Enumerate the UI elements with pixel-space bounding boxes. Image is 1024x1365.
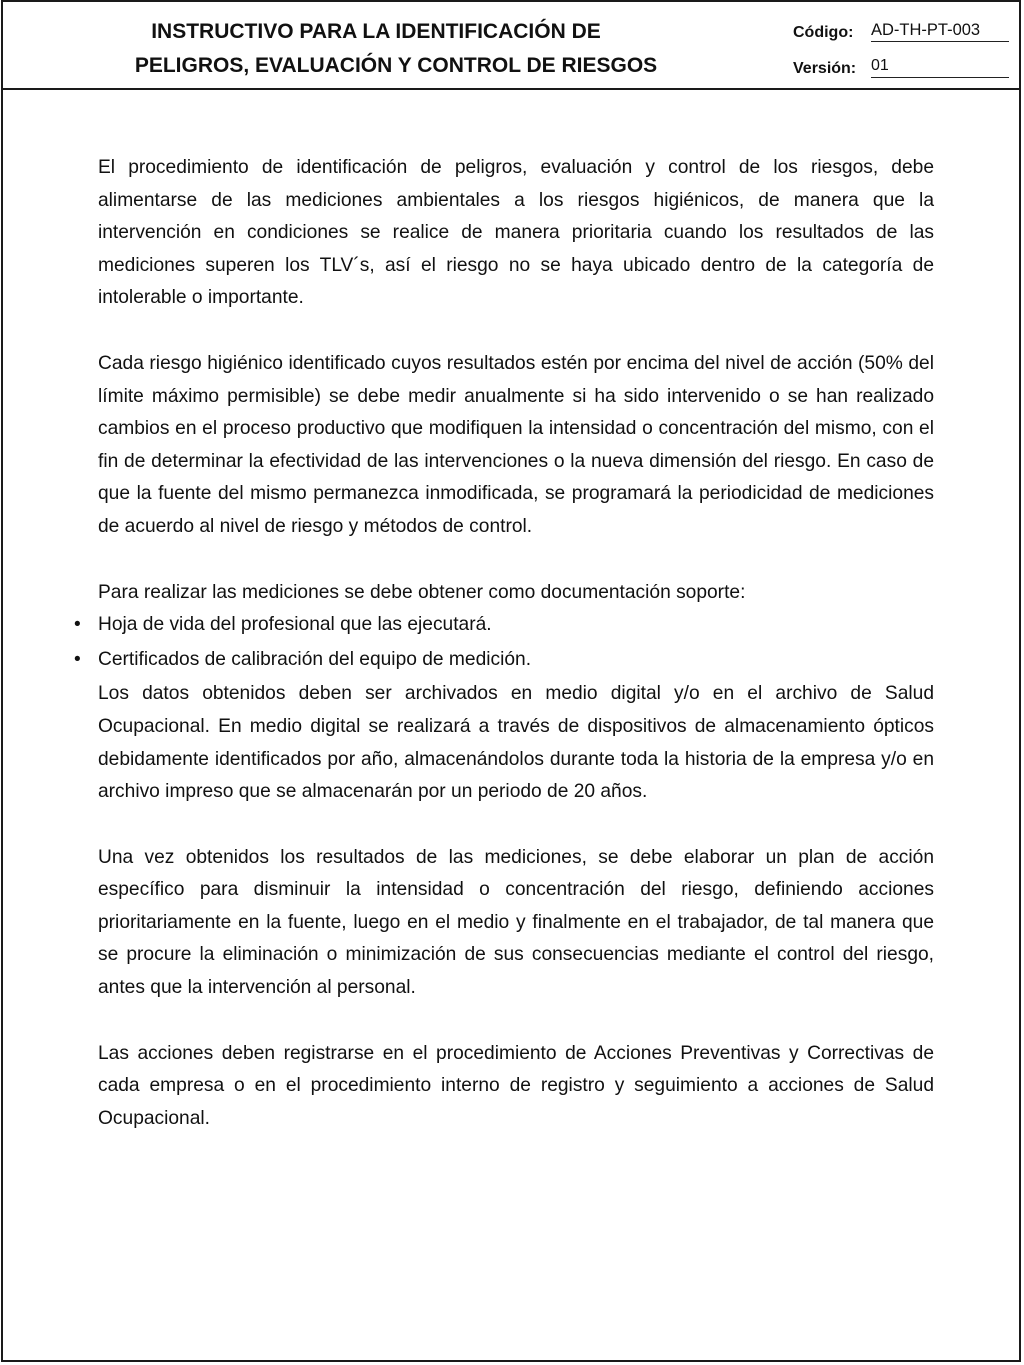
paragraph-1: El procedimiento de identificación de peligros, evaluación y control de los riesgos, debe alimentarse de las mediciones ambientales a los riesgos higiénicos, de manera que la intervención en condiciones se realice de manera prioritaria cuando los resultados de las mediciones superen los TLV´s, así el riesgo no se haya ubicado dentro de la categoría de intolerable o importante. [98,157,934,309]
paragraph-5: Una vez obtenidos los resultados de las mediciones, se debe elaborar un plan de acción específico para disminuir la intensidad o concentración del riesgo, definiendo acciones prioritariamente en la fuente, luego en el medio y finalmente en el trabajador, de tal manera que se procure la eliminación o minimización de sus consecuencias mediante el control del riesgo, antes que la intervención al personal. [98,846,934,999]
version-row [789,50,1019,80]
version-value: 01 [871,56,1009,78]
list-item [74,609,934,644]
list-item-text: Certificados de calibración del equipo de medición. [98,648,532,670]
document-page [1,0,1021,1362]
paragraph-2: Cada riesgo higiénico identificado cuyos resultados estén por encima del nivel de acción (50% del límite máximo permisible) se debe medir anualmente si ha sido intervenido o se han realizado cambios en el proceso productivo que modifiquen la intensidad o concentración del mismo, con el fin de determinar la efectividad de las intervenciones o la nueva dimensión del riesgo. En caso de que la fuente del mismo permanezca inmodificada, se programará la periodicidad de mediciones de acuerdo al nivel de riesgo y métodos de control. [98,352,934,537]
list-item-text: Hoja de vida del profesional que las ejecutará. [98,614,492,636]
code-row [789,14,1019,44]
list-item [74,644,934,679]
paragraph-6: Las acciones deben registrarse en el procedimiento de Acciones Preventivas y Correctivas de cada empresa o en el procedimiento interno de registro y seguimiento a acciones de Salud Ocupacional. [98,1042,934,1129]
bullet-icon: • [74,614,81,636]
title-line-1: INSTRUCTIVO PARA LA IDENTIFICACIÓN DE [151,20,601,43]
bullet-icon: • [74,648,81,670]
version-label: Versión: [793,60,857,77]
document-body [74,152,934,1135]
code-label: Código: [793,24,854,41]
paragraph-3: Para realizar las mediciones se debe obtener como documentación soporte: [98,581,746,603]
document-header [3,2,1019,90]
code-value: AD-TH-PT-003 [871,20,1009,42]
title-line-2: PELIGROS, EVALUACIÓN Y CONTROL DE RIESGOS [134,54,658,77]
paragraph-4: Los datos obtenidos deben ser archivados en medio digital y/o en el archivo de Salud Ocupacional. En medio digital se realizará a través de dispositivos de almacenamiento ópticos debidamente identificados por año, almacenándolos durante toda la historia de la empresa y/o en archivo impreso que se almacenarán por un periodo de 20 años. [98,683,934,803]
support-docs-list [74,609,934,678]
